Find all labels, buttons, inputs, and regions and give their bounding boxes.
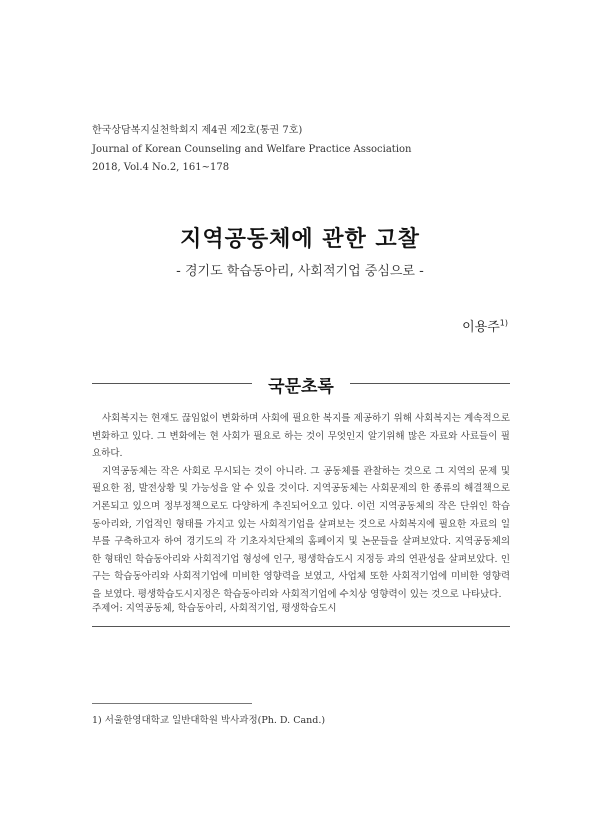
footnote-divider (92, 703, 252, 704)
abstract-paragraph: 사회복지는 현재도 끊임없이 변화하며 사회에 필요한 복지를 제공하기 위해 사회복지는 계속적으로 변화하고 있다. 그 변화에는 현 사회가 필요로 하는 것이 무엇인지 알기위해 많은 자료와 사료들이 필요하다. (92, 413, 510, 460)
keywords-divider (92, 626, 510, 627)
journal-korean-title: 한국상담복지실천학회지 제4권 제2호(통권 7호) (92, 125, 303, 136)
footnote: 1) 서울한영대학교 일반대학원 박사과정(Ph. D. Cand.) (92, 715, 326, 726)
abstract-paragraph: 지역공동체는 작은 사회로 무시되는 것이 아니라. 그 공동체를 관찰하는 것으로 그 지역의 문제 및 필요한 점, 발전상황 및 가능성을 알 수 있을 것이다. 지역공동체는 사회문제의 한 종류의 해결책으로 거론되고 있으며 정부정책으로도 다양하게 추진되어오고 있다. 이런 지역공동체의 작은 단위인 학습동아리와, 기업적인 형태를 가지고 있는 사회적기업을 살펴보는 것으로 사회복지에 필요한 자료의 일부를 구축하고자 하여 경기도의 각 기초자치단체의 홈페이지 및 논문들을 살펴보았다. 지역공동체의 한 형태인 학습동아리와 사회적기업 형성에 인구, 평생학습도시 지정등 과의 연관성을 살펴보았다. 인구는 학습동아리와 사회적기업에 미비한 영향력을 보였고, 사업체 또한 사회적기업에 미비한 영향력을 보였다. 평생학습도시지정은 학습동아리와 사회적기업에 수치상 영향력이 있는 것으로 나타났다. (92, 465, 510, 600)
paper-subtitle: - 경기도 학습동아리, 사회적기업 중심으로 - (176, 264, 424, 279)
abstract-heading: 국문초록 (268, 377, 334, 397)
journal-english-title: Journal of Korean Counseling and Welfare Practice Association (92, 143, 412, 155)
abstract-divider-right (350, 383, 510, 384)
keywords: 주제어: 지역공동체, 학습동아리, 사회적기업, 평생학습도시 (92, 603, 337, 614)
journal-header (92, 122, 411, 178)
abstract-header (92, 372, 510, 397)
abstract-body (92, 410, 510, 604)
author-footnote-mark[interactable]: 1) (499, 318, 508, 328)
journal-citation: 2018, Vol.4 No.2, 161~178 (92, 162, 230, 173)
author-name: 이용주 (462, 320, 500, 335)
author (462, 316, 508, 335)
paper-title: 지역공동체에 관한 고찰 (180, 227, 420, 252)
